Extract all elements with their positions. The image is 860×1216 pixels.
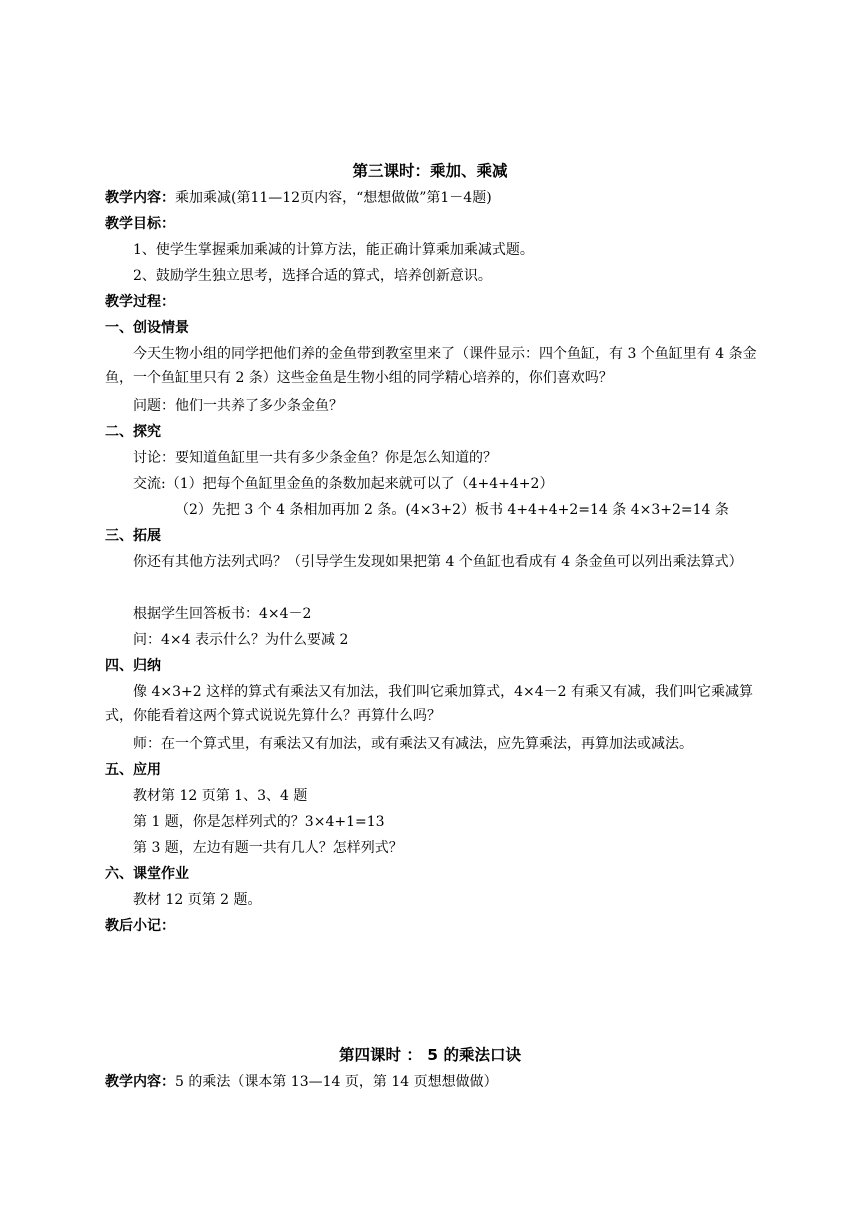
goals-label: 教学目标： xyxy=(105,216,175,232)
section-1-heading: 一、创设情景 xyxy=(105,320,189,336)
section-4-paragraph-2: 师：在一个算式里，有乘法又有加法，或有乘法又有减法，应先算乘法，再算加法或减法。 xyxy=(133,736,693,752)
lesson4-title: 第四课时 ： 5 的乘法口诀 xyxy=(339,1046,521,1064)
section-3-paragraph-1: 你还有其他方法列式吗？（引导学生发现如果把第 4 个鱼缸也看成有 4 条金鱼可以列出乘法算式） xyxy=(133,554,743,570)
lesson4-content xyxy=(105,1072,498,1092)
section-4-paragraph-1: 像 4×3+2 这样的算式有乘法又有加法，我们叫它乘加算式，4×4－2 有乘又有减，我们叫它乘减算式，你能看着这两个算式说说先算什么？再算什么吗？ xyxy=(105,684,753,724)
section-5-paragraph-1: 教材第 12 页第 1、3、4 题 xyxy=(133,788,308,804)
section-2-paragraph-2: 交流:（1）把每个鱼缸里金鱼的条数加起来就可以了（4+4+4+2） xyxy=(133,476,554,492)
section-5-paragraph-3: 第 3 题，左边有题一共有几人？怎样列式？ xyxy=(133,840,403,856)
section-2-paragraph-3: （2）先把 3 个 4 条相加再加 2 条。(4×3+2）板书 4+4+4+2=14 条 4×3+2=14 条 xyxy=(175,502,729,518)
section-3-heading: 三、拓展 xyxy=(105,528,161,544)
section-2-heading: 二、探究 xyxy=(105,424,161,440)
section-2-paragraph-1: 讨论：要知道鱼缸里一共有多少条金鱼？你是怎么知道的？ xyxy=(133,450,497,466)
goal-2: 2、鼓励学生独立思考，选择合适的算式，培养创新意识。 xyxy=(133,268,492,284)
section-4-heading: 四、归纳 xyxy=(105,658,161,674)
lesson3-title: 第三课时：乘加、乘减 xyxy=(352,162,508,180)
lesson4-content-label: 教学内容： xyxy=(105,1074,175,1090)
section-6-heading: 六、课堂作业 xyxy=(105,866,189,882)
section-3-paragraph-2: 根据学生回答板书：4×4－2 xyxy=(133,606,312,622)
process-label: 教学过程： xyxy=(105,294,175,310)
goal-1: 1、使学生掌握乘加乘减的计算方法，能正确计算乘加乘减式题。 xyxy=(133,242,534,258)
section-3-paragraph-3: 问：4×4 表示什么？为什么要减 2 xyxy=(133,632,349,648)
section-1-paragraph-2: 问题：他们一共养了多少条金鱼？ xyxy=(133,398,343,414)
section-5-heading: 五、应用 xyxy=(105,762,161,778)
section-5-paragraph-2: 第 1 题，你是怎样列式的？3×4+1=13 xyxy=(133,814,385,830)
section-1-paragraph-1: 今天生物小组的同学把他们养的金鱼带到教室里来了（课件显示：四个鱼缸，有 3 个鱼缸里有 4 条金鱼，一个鱼缸里只有 2 条）这些金鱼是生物小组的同学精心培养的，你们喜欢吗？ xyxy=(105,346,757,386)
notes-label: 教后小记： xyxy=(105,918,175,934)
lesson3-content xyxy=(105,188,492,208)
lesson4-content-text: 5 的乘法（课本第 13—14 页，第 14 页想想做做） xyxy=(175,1074,498,1090)
content-text: 乘加乘减(第11—12页内容，“想想做做”第1－4题) xyxy=(175,190,492,206)
section-6-paragraph-1: 教材 12 页第 2 题。 xyxy=(133,892,262,908)
content-label: 教学内容： xyxy=(105,190,175,206)
